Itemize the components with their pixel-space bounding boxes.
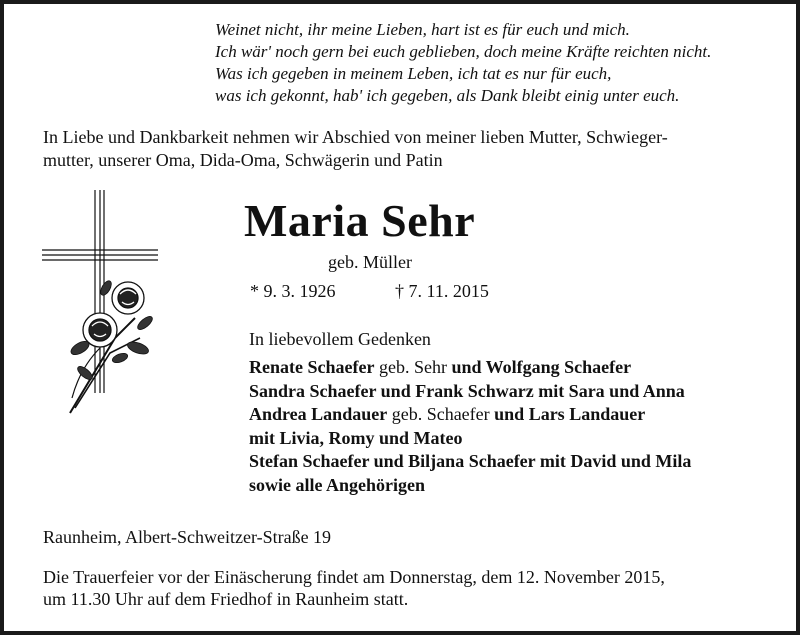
intro-line: In Liebe und Dankbarkeit nehmen wir Abschied von meiner lieben Mutter, Schwieger- <box>43 127 668 147</box>
intro-text <box>43 126 763 172</box>
funeral-info <box>43 566 665 610</box>
family-line <box>249 356 691 380</box>
cross-with-roses-icon <box>40 188 160 418</box>
family-maiden: geb. Sehr <box>374 357 452 377</box>
poem-line: Weinet nicht, ihr meine Lieben, hart ist es für euch und mich. <box>215 20 630 39</box>
poem-line: Was ich gegeben in meinem Leben, ich tat es nur für euch, <box>215 64 612 83</box>
poem <box>215 19 711 107</box>
family-line: Stefan Schaefer und Biljana Schaefer mit David und Mila <box>249 451 692 471</box>
family-maiden: geb. Schaefer <box>387 404 495 424</box>
intro-line: mutter, unserer Oma, Dida-Oma, Schwägerin und Patin <box>43 150 443 170</box>
family-line: Sandra Schaefer und Frank Schwarz mit Sara und Anna <box>249 380 685 401</box>
family-list <box>249 356 691 497</box>
family-line <box>249 403 691 427</box>
funeral-line: Die Trauerfeier vor der Einäscherung findet am Donnerstag, dem 12. November 2015, <box>43 567 665 587</box>
poem-line: Ich wär' noch gern bei euch geblieben, doch meine Kräfte reichten nicht. <box>215 42 712 61</box>
death-date: † 7. 11. 2015 <box>395 281 489 301</box>
family-line: mit Livia, Romy und Mateo <box>249 427 463 448</box>
deceased-name: Maria Sehr <box>244 195 476 246</box>
family-name: und Wolfgang Schaefer <box>451 357 632 377</box>
memory-label: In liebevollem Gedenken <box>249 329 431 349</box>
address: Raunheim, Albert-Schweitzer-Straße 19 <box>43 527 332 547</box>
family-name: und Lars Landauer <box>494 404 646 424</box>
maiden-name: geb. Müller <box>328 252 412 272</box>
family-name: Renate Schaefer <box>249 357 375 377</box>
poem-line: was ich gekonnt, hab' ich gegeben, als Dank bleibt einig unter euch. <box>215 86 680 105</box>
family-line: sowie alle Angehörigen <box>249 474 425 495</box>
family-name: Andrea Landauer <box>249 404 388 424</box>
birth-date: * 9. 3. 1926 <box>250 281 336 301</box>
funeral-line: um 11.30 Uhr auf dem Friedhof in Raunheim statt. <box>43 589 409 609</box>
